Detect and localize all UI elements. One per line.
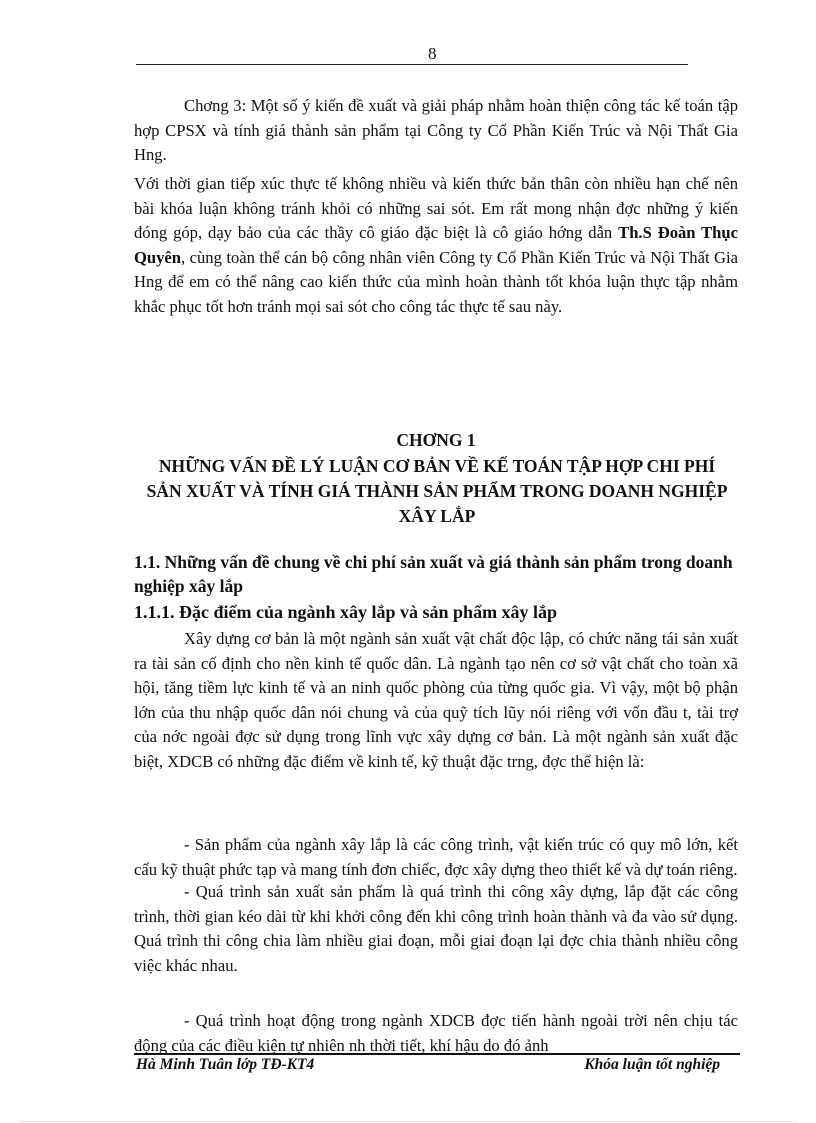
intro-paragraph-2 [134,172,738,319]
chapter-number: CHƠNG 1 [396,430,476,450]
page-bottom-border [20,1121,796,1122]
body-paragraph-2: - Sản phẩm của ngành xây lắp là các công trình, vật kiến trúc có quy mô lớn, kết cấu kỹ thuật phức tạp và mang tính đơn chiếc, đợc xây dựng theo thiết kế và dự toán riêng. [134,835,738,879]
intro-p2-text-a: Với thời gian tiếp xúc thực tế không nhiều và kiến thức bản thân còn nhiều hạn chế nên bài khóa luận không tránh khỏi có những sai sót. Em rất mong nhận đợc những ý kiến đóng góp, dạy bảo của các thầy cô giáo đặc biệt là cô giáo hớng dẫn [134,174,738,242]
intro-p2-text-b: , cùng toàn thể cán bộ công nhân viên Công ty Cổ Phần Kiến Trúc và Nội Thất Gia Hng để em có thể nâng cao kiến thức của mình hoàn thành tốt khóa luận thực tập nhằm khắc phục tốt hơn tránh mọi sai sót cho công tác thực tế sau này. [134,247,738,316]
intro-paragraph-1: Chơng 3: Một số ý kiến đề xuất và giải pháp nhằm hoàn thiện công tác kế toán tập hợp CPSX và tính giá thành sản phẩm tại Công ty Cổ Phần Kiến Trúc và Nội Thất Gia Hng. [134,96,738,164]
footer-rule [134,1053,740,1055]
section-heading-1-1-1: 1.1.1. Đặc điểm của ngành xây lắp và sản phẩm xây lắp [134,602,558,622]
advisor-name: Th.S Đoàn Thục Quyên [134,223,739,267]
body-paragraph-4: - Quá trình hoạt động trong ngành XDCB đợc tiến hành ngoài trời nên chịu tác động của các điều kiện tự nhiên nh thời tiết, khí hậu do đó ảnh [134,1011,738,1055]
footer-doc-type: Khóa luận tốt nghiệp [584,1056,720,1073]
body-paragraph-3: - Quá trình sản xuất sản phẩm là quá trình thi công xây dựng, lắp đặt các công trình, thời gian kéo dài từ khi khởi công đến khi công trình hoàn thành và đa vào sử dụng. Quá trình thi công chia làm nhiều giai đoạn, mỗi giai đoạn lại đợc chia thành nhiều công việc khác nhau. [134,882,738,975]
section-heading-1-1: 1.1. Những vấn đề chung về chi phí sản xuất và giá thành sản phẩm trong doanh nghiệp xây lắp [134,552,733,596]
body-paragraph-1: Xây dựng cơ bản là một ngành sản xuất vật chất độc lập, có chức năng tái sản xuất ra tài sản cố định cho nền kinh tế quốc dân. Là ngành tạo nên cơ sở vật chất cho toàn xã hội, tăng tiềm lực kinh tế và an ninh quốc phòng của từng quốc gia. Vì vậy, một bộ phận lớn của thu nhập quốc dân nói chung và của quỹ tích lũy nói riêng với vốn đầu t, tài trợ của nớc ngoài đợc sử dụng trong lĩnh vực xây dựng cơ bản. Là một ngành sản xuất đặc biệt, XDCB có những đặc điểm về kinh tế, kỹ thuật đặc trng, đợc thể hiện là: [134,629,738,771]
page-number: 8 [428,44,437,63]
chapter-title: NHỮNG VẤN ĐỀ LÝ LUẬN CƠ BẢN VỀ KẾ TOÁN TẬP HỢP CHI PHÍ SẢN XUẤT VÀ TÍNH GIÁ THÀNH SẢN PHẨM TRONG DOANH NGHIỆP XÂY LẮP [146,456,728,526]
footer-author: Hà Minh Tuân lớp TĐ-KT4 [136,1056,315,1073]
header-rule [136,64,688,65]
